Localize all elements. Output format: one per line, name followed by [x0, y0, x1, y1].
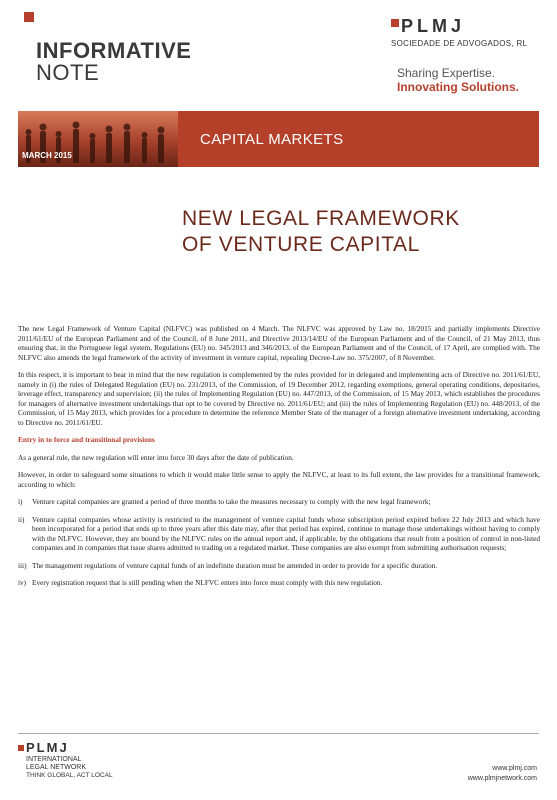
slogan [397, 66, 537, 94]
footer-links [468, 764, 537, 784]
list-item-number: iii) [18, 560, 27, 570]
list-item-text: The management regulations of venture capital funds of an indefinite duration must be amended in order to provide for a specific duration. [32, 560, 438, 570]
title-line-2: NOTE [36, 60, 100, 85]
logo-square-icon [391, 19, 399, 27]
corner-mark [24, 12, 34, 22]
paragraph-intro: The new Legal Framework of Venture Capital (NLFVC) was published on 4 March. The NLFVC was approved by Law no. 18/2015 and partially implements Directive 2011/61/EU of the European Parliament and of the Council, of 8 June 2011, and Directive 2013/14/EU of the European Parliament and of the Council, of 21 May 2013, thus ensuring that, in the Portuguese legal system, Regulations (EU) no. 345/2013 and 346/2013, of the European Parliament and of the Council, of 17 April, are complied with. The NLFVC also amends the legal framework of the activity of investment in venture capital, repealing Decree-Law no. 375/2007, of 8 November. [18, 324, 540, 362]
list-item-number: ii) [18, 514, 25, 524]
paragraph-transitional: However, in order to safeguard some situations to which it would make little sense to apply the NLFVC, at least to its full extent, the law provides for a transitional framework, according to which: [18, 470, 540, 489]
document-title-line-1: NEW LEGAL FRAMEWORK [182, 207, 460, 230]
list-item [18, 578, 540, 588]
list-item [18, 515, 540, 553]
paragraph-general-rule: As a general rule, the new regulation will enter into force 30 days after the date of publication. [18, 452, 294, 462]
document-body [18, 324, 540, 596]
footer-link-plmjnetwork[interactable]: www.plmjnetwork.com [467, 775, 537, 782]
footer-logo-line-1: INTERNATIONAL [26, 756, 82, 763]
footer-logo-name: PLMJ [26, 740, 69, 755]
section-heading: Entry in to force and transitional provisions [18, 435, 155, 444]
list-item-text: Every registration request that is still pending when the NLFVC enters into force must comply with this new regulation. [32, 578, 383, 587]
list-item-number: iv) [18, 578, 27, 587]
list-item-text: Venture capital companies whose activity is restricted to the management of venture capital funds whose subscription period expired before 22 July 2013 and which have been incorporated for a period that ends up to three years after this date may, after that period has expired, continue to manage those undertakings without having to comply with the NLFVC. However, they are bound by the NLFVC rules on the annual report and, if applicable, by the obligations that result from a position of control in non-listed companies and in companies that issue shares admitted to trading on a regulated market. These companies are also exempt from submitting authorisation requests; [32, 514, 540, 552]
list-item-number: i) [18, 497, 23, 506]
paragraph-regulations: In this respect, it is important to bear in mind that the new regulation is complemented by the rules provided for in delegated and implementing acts of Directive no. 2011/61/EU, namely in (i) the rules of Delegated Regulation (EU) no. 231/2013, of the Commission, of 19 December 2012, regarding exemptions, general operating conditions, depositaries, leverage effect, transparency and supervision; (ii) the rules of Implementing Regulation (EU) no. 447/2013, of the Commission, of 15 May 2013, which establishes the procedures for managers of alternative investment undertakings that opt to be covered by Directive no. 2011/61/EU; and (iii) the rules of Implementing Regulation (EU) no. 448/2013, of the Commission, of 15 May 2013, which provides for a procedure to determine the reference Member State of the manager of a foreign alternative investment undertaking, according to Directive no. 2011/61/EU. [18, 370, 540, 427]
section-banner [178, 111, 539, 167]
title-line-1: INFORMATIVE [36, 38, 192, 63]
issue-date: MARCH 2015 [22, 151, 72, 160]
logo-name: PLMJ [401, 16, 466, 36]
list-item [18, 561, 540, 571]
slogan-line-2: Innovating Solutions. [397, 80, 519, 94]
footer-logo-tagline: THINK GLOBAL, ACT LOCAL [26, 772, 113, 779]
list-item-text: Venture capital companies are granted a period of three months to take the measures necessary to comply with the new legal framework; [32, 497, 431, 506]
slogan-line-1: Sharing Expertise. [397, 66, 496, 80]
list-item [18, 497, 540, 507]
informative-note-title [36, 40, 191, 84]
section-label: CAPITAL MARKETS [200, 131, 344, 148]
logo-subtitle: SOCIEDADE DE ADVOGADOS, RL [391, 39, 528, 48]
document-title-line-2: OF VENTURE CAPITAL [182, 233, 420, 256]
document-title [182, 206, 460, 258]
footer-link-plmj[interactable]: www.plmj.com [492, 765, 537, 772]
footer-logo-line-2: LEGAL NETWORK [26, 764, 87, 771]
footer-logo-square-icon [18, 745, 24, 751]
footer-divider [18, 733, 539, 734]
